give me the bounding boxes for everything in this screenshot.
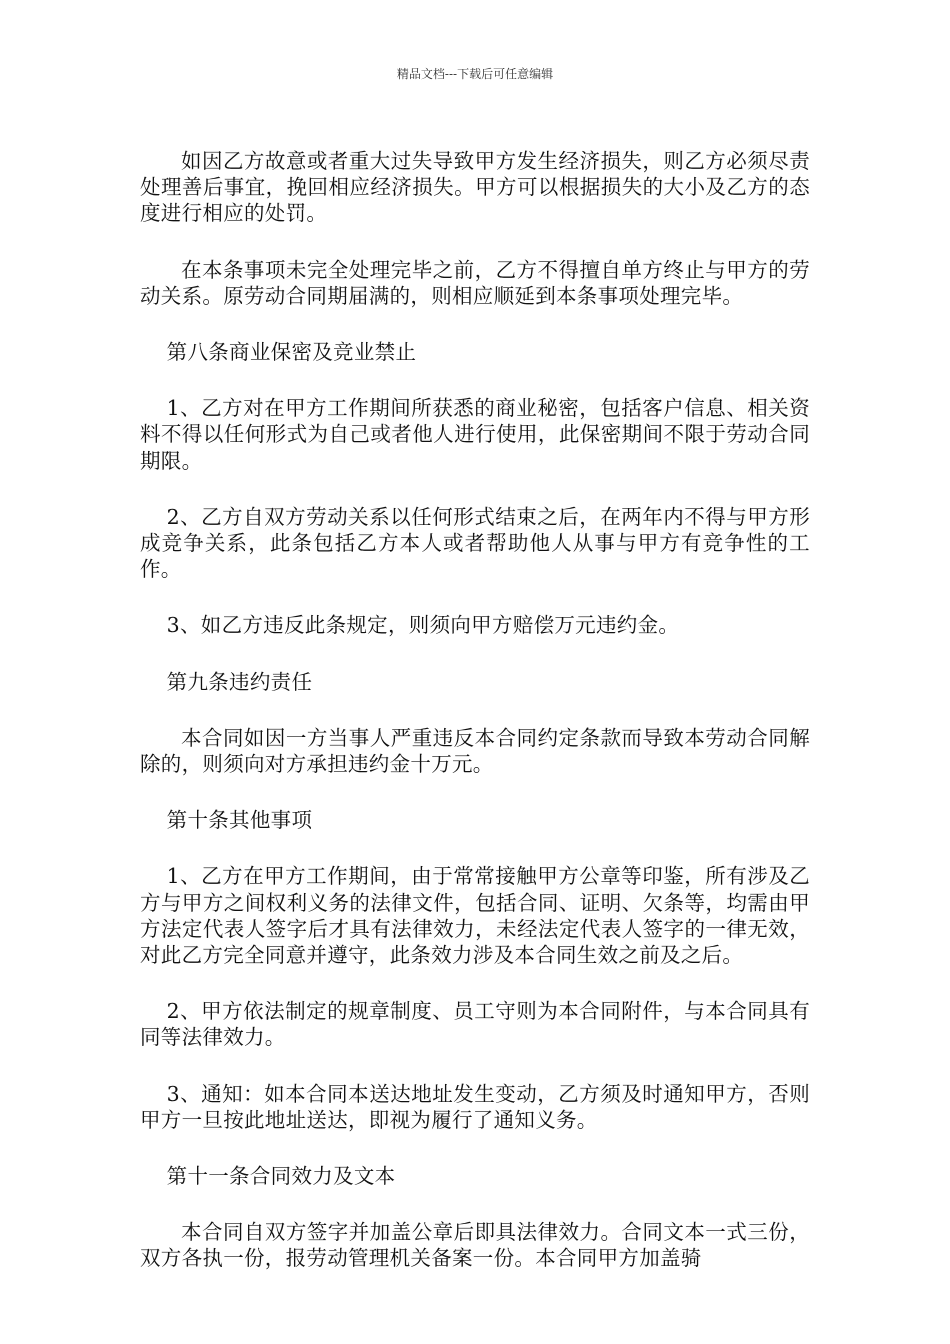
section-heading-article-8: 第八条商业保密及竞业禁止 (166, 340, 417, 365)
section-heading-article-10: 第十条其他事项 (166, 808, 313, 833)
document-body (140, 148, 810, 1302)
paragraph-article-8-item-1: 1、乙方对在甲方工作期间所获悉的商业秘密，包括客户信息、相关资料不得以任何形式为自己或者他人进行使用，此保密期间不限于劳动合同期限。 (140, 396, 810, 473)
paragraph-article-10-item-1: 1、乙方在甲方工作期间，由于常常接触甲方公章等印鉴，所有涉及乙方与甲方之间权利义务的法律文件，包括合同、证明、欠条等，均需由甲方法定代表人签字后才具有法律效力，未经法定代表人签字的一律无效，对此乙方完全同意并遵守，此条效力涉及本合同生效之前及之后。 (140, 864, 810, 968)
page-header: 精品文档---下载后可任意编辑 (396, 67, 554, 81)
paragraph-article-11: 本合同自双方签字并加盖公章后即具法律效力。合同文本一式三份，双方各执一份，报劳动管理机关备案一份。本合同甲方加盖骑 (140, 1220, 810, 1271)
section-heading-article-11: 第十一条合同效力及文本 (166, 1164, 396, 1189)
paragraph-article-8-item-3: 3、如乙方违反此条规定，则须向甲方赔偿万元违约金。 (166, 613, 680, 638)
paragraph-article-10-item-2: 2、甲方依法制定的规章制度、员工守则为本合同附件，与本合同具有同等法律效力。 (140, 999, 810, 1050)
paragraph-article-10-item-3: 3、通知：如本合同本送达地址发生变动，乙方须及时通知甲方，否则甲方一旦按此地址送达，即视为履行了通知义务。 (140, 1081, 810, 1132)
paragraph-termination-restriction: 在本条事项未完全处理完毕之前，乙方不得擅自单方终止与甲方的劳动关系。原劳动合同期届满的，则相应顺延到本条事项处理完毕。 (140, 257, 810, 308)
paragraph-article-9: 本合同如因一方当事人严重违反本合同约定条款而导致本劳动合同解除的，则须向对方承担违约金十万元。 (140, 725, 810, 777)
paragraph-loss-liability: 如因乙方故意或者重大过失导致甲方发生经济损失，则乙方必须尽责处理善后事宜，挽回相应经济损失。甲方可以根据损失的大小及乙方的态度进行相应的处罚。 (140, 149, 810, 226)
section-heading-article-9: 第九条违约责任 (166, 669, 313, 694)
paragraph-article-8-item-2: 2、乙方自双方劳动关系以任何形式结束之后，在两年内不得与甲方形成竞争关系，此条包括乙方本人或者帮助他人从事与甲方有竞争性的工作。 (140, 504, 810, 582)
